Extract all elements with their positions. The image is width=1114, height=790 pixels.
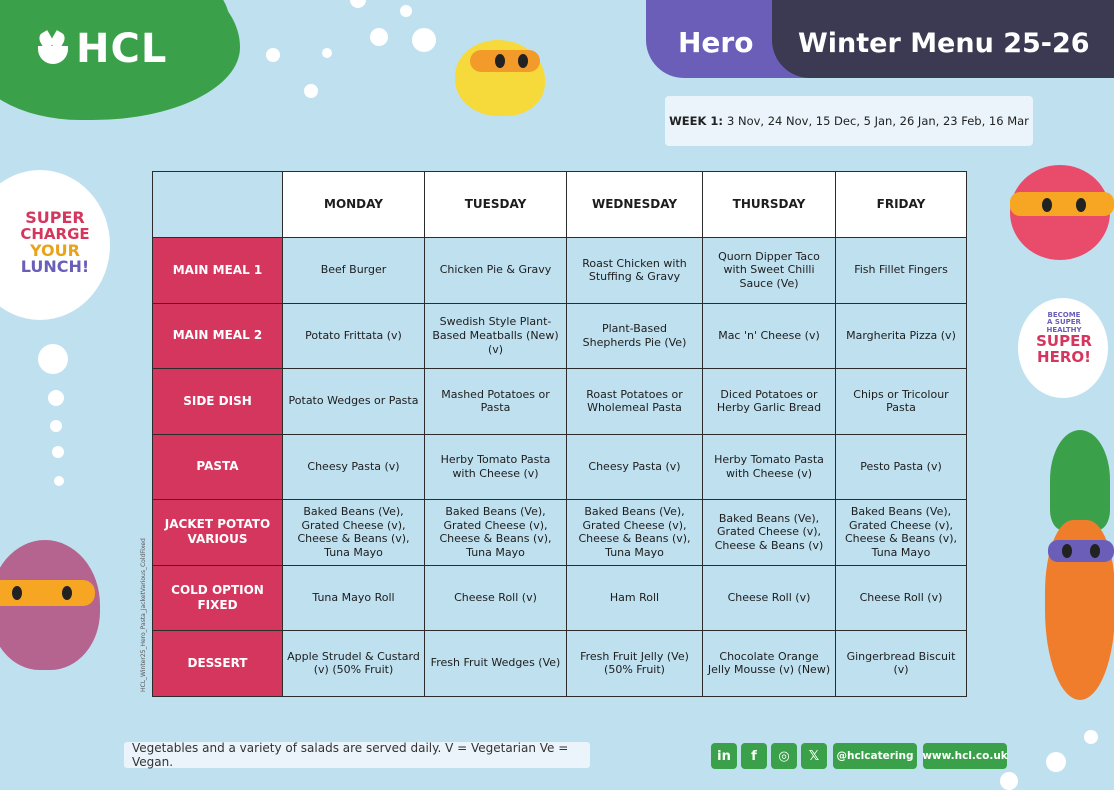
bubble-decoration [304, 84, 318, 98]
eye-illustration [518, 54, 528, 68]
website-link[interactable]: www.hcl.co.uk [923, 743, 1007, 769]
week-dates: 3 Nov, 24 Nov, 15 Dec, 5 Jan, 26 Jan, 23 Feb, 16 Mar [727, 114, 1029, 128]
bubble-decoration [370, 28, 388, 46]
menu-cell: Fish Fillet Fingers [836, 238, 967, 304]
bubble-decoration [400, 5, 412, 17]
slogan-line: LUNCH! [20, 257, 90, 277]
bubble-decoration [322, 48, 332, 58]
carrot-leaf-illustration [1050, 430, 1110, 530]
bubble-decoration [54, 476, 64, 486]
bubble-decoration [1084, 730, 1098, 744]
menu-cell: Baked Beans (Ve), Grated Cheese (v), Cheese & Beans (v), Tuna Mayo [425, 500, 567, 566]
slogan-line: A SUPER [1047, 318, 1081, 327]
row-label: SIDE DISH [153, 369, 283, 435]
bubble-decoration [52, 446, 64, 458]
menu-cell: Cheese Roll (v) [703, 565, 836, 631]
bubble-decoration [266, 48, 280, 62]
menu-cell: Baked Beans (Ve), Grated Cheese (v), Cheese & Beans (v), Tuna Mayo [283, 500, 425, 566]
file-reference-note: HCL_Winter25_Hero_Pasta_JacketVarious_ColdFixed [140, 538, 147, 692]
facebook-icon[interactable]: f [741, 743, 767, 769]
bubble-decoration [350, 0, 366, 8]
menu-cell: Baked Beans (Ve), Grated Cheese (v), Cheese & Beans (v) [703, 500, 836, 566]
eye-illustration [495, 54, 505, 68]
linkedin-icon[interactable]: in [711, 743, 737, 769]
bubble-decoration [1000, 772, 1018, 790]
menu-cell: Plant-Based Shepherds Pie (Ve) [567, 303, 703, 369]
slogan-left [14, 210, 96, 276]
hero-label: Hero [678, 26, 754, 59]
table-row [153, 238, 967, 304]
menu-cell: Pesto Pasta (v) [836, 434, 967, 500]
x-icon[interactable]: 𝕏 [801, 743, 827, 769]
menu-cell: Tuna Mayo Roll [283, 565, 425, 631]
slogan-line: HEALTHY [1046, 325, 1082, 334]
menu-cell: Cheese Roll (v) [425, 565, 567, 631]
slogan-line: CHARGE [20, 224, 90, 243]
social-handle-link[interactable]: @hclcatering [833, 743, 917, 769]
week-label: WEEK 1: [669, 114, 723, 128]
eye-illustration [1042, 198, 1052, 212]
bubble-decoration [48, 390, 64, 406]
menu-cell: Cheesy Pasta (v) [283, 434, 425, 500]
table-row [153, 303, 967, 369]
slogan-line: BECOME [1047, 311, 1081, 319]
menu-cell: Cheesy Pasta (v) [567, 434, 703, 500]
hcl-logo[interactable] [36, 26, 167, 72]
page-title: Winter Menu 25-26 [798, 28, 1090, 59]
row-label: JACKET POTATO VARIOUS [153, 500, 283, 566]
slogan-line: YOUR [30, 240, 80, 260]
tomato-mask-illustration [1010, 192, 1114, 216]
menu-cell: Herby Tomato Pasta with Cheese (v) [703, 434, 836, 500]
day-header: WEDNESDAY [567, 172, 703, 238]
carrot-mask-illustration [1048, 540, 1114, 562]
table-row [153, 369, 967, 435]
menu-cell: Roast Potatoes or Wholemeal Pasta [567, 369, 703, 435]
table-header-row [153, 172, 967, 238]
bowl-leaf-icon [36, 32, 70, 66]
slogan-line: SUPER [1036, 332, 1092, 351]
instagram-icon[interactable]: ◎ [771, 743, 797, 769]
bubble-decoration [412, 28, 436, 52]
row-label: DESSERT [153, 631, 283, 697]
menu-cell: Roast Chicken with Stuffing & Gravy [567, 238, 703, 304]
row-label: COLD OPTION FIXED [153, 565, 283, 631]
menu-cell: Chicken Pie & Gravy [425, 238, 567, 304]
eye-illustration [62, 586, 72, 600]
menu-cell: Baked Beans (Ve), Grated Cheese (v), Cheese & Beans (v), Tuna Mayo [836, 500, 967, 566]
menu-cell: Margherita Pizza (v) [836, 303, 967, 369]
menu-cell: Herby Tomato Pasta with Cheese (v) [425, 434, 567, 500]
day-header: FRIDAY [836, 172, 967, 238]
eye-illustration [12, 586, 22, 600]
menu-cell: Diced Potatoes or Herby Garlic Bread [703, 369, 836, 435]
menu-cell: Fresh Fruit Wedges (Ve) [425, 631, 567, 697]
table-row [153, 500, 967, 566]
lemon-mask-illustration [470, 50, 540, 72]
bubble-decoration [38, 344, 68, 374]
week-dates-box [665, 96, 1033, 146]
day-header: TUESDAY [425, 172, 567, 238]
table-row [153, 434, 967, 500]
menu-cell: Mac 'n' Cheese (v) [703, 303, 836, 369]
menu-cell: Quorn Dipper Taco with Sweet Chilli Sauce (Ve) [703, 238, 836, 304]
bubble-decoration [50, 420, 62, 432]
menu-cell: Potato Wedges or Pasta [283, 369, 425, 435]
slogan-right [1022, 312, 1106, 366]
menu-cell: Cheese Roll (v) [836, 565, 967, 631]
table-row [153, 565, 967, 631]
menu-cell: Chips or Tricolour Pasta [836, 369, 967, 435]
menu-cell: Apple Strudel & Custard (v) (50% Fruit) [283, 631, 425, 697]
table-corner [153, 172, 283, 238]
day-header: THURSDAY [703, 172, 836, 238]
menu-cell: Ham Roll [567, 565, 703, 631]
day-header: MONDAY [283, 172, 425, 238]
row-label: MAIN MEAL 2 [153, 303, 283, 369]
bubble-decoration [1046, 752, 1066, 772]
menu-table [152, 171, 967, 697]
menu-cell: Potato Frittata (v) [283, 303, 425, 369]
menu-cell: Beef Burger [283, 238, 425, 304]
menu-cell: Fresh Fruit Jelly (Ve) (50% Fruit) [567, 631, 703, 697]
eye-illustration [1076, 198, 1086, 212]
menu-cell: Chocolate Orange Jelly Mousse (v) (New) [703, 631, 836, 697]
slogan-line: SUPER [25, 208, 85, 227]
logo-text: HCL [76, 26, 168, 72]
row-label: MAIN MEAL 1 [153, 238, 283, 304]
menu-cell: Swedish Style Plant-Based Meatballs (New) (v) [425, 303, 567, 369]
menu-cell: Gingerbread Biscuit (v) [836, 631, 967, 697]
eye-illustration [1090, 544, 1100, 558]
slogan-line: HERO! [1037, 347, 1091, 366]
menu-cell: Baked Beans (Ve), Grated Cheese (v), Cheese & Beans (v), Tuna Mayo [567, 500, 703, 566]
row-label: PASTA [153, 434, 283, 500]
table-row [153, 631, 967, 697]
footer-note: Vegetables and a variety of salads are served daily. V = Vegetarian Ve = Vegan. [124, 742, 590, 768]
eye-illustration [1062, 544, 1072, 558]
menu-cell: Mashed Potatoes or Pasta [425, 369, 567, 435]
